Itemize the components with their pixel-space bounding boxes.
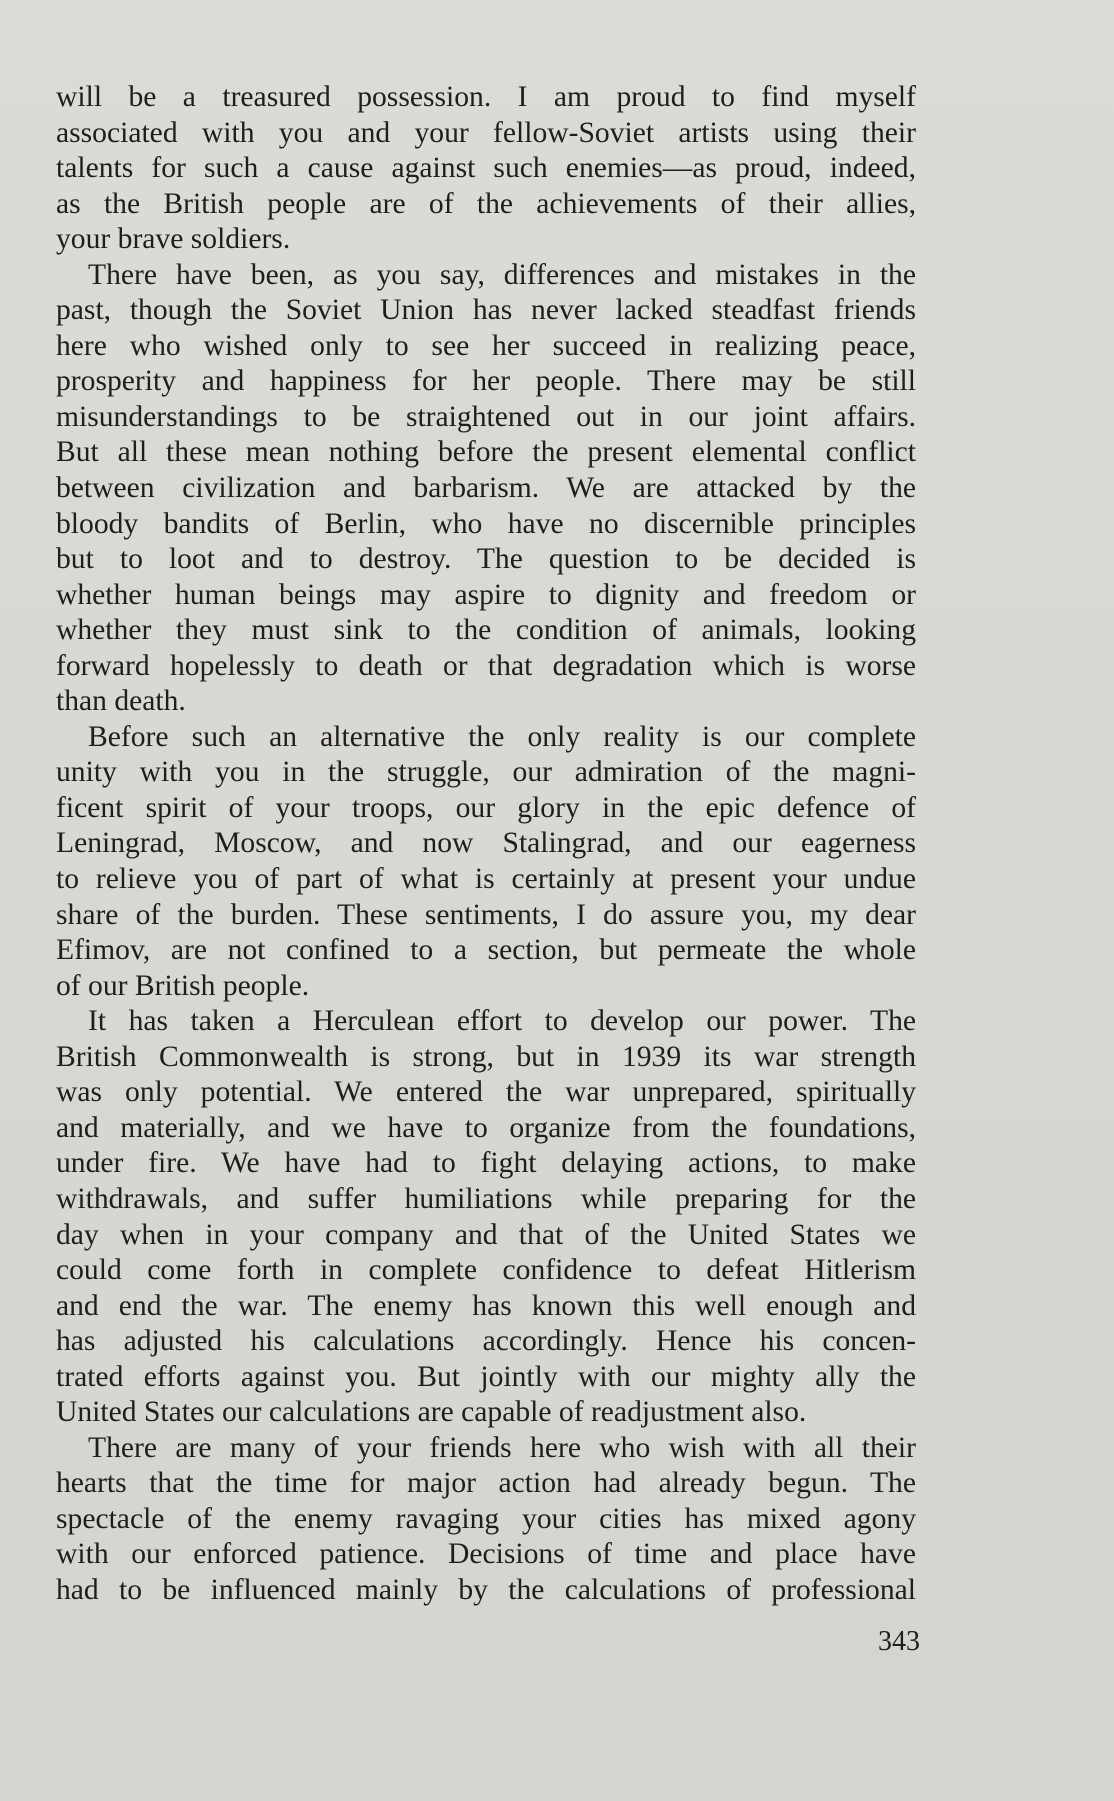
text-line: Leningrad, Moscow, and now Stalingrad, and our eagerness <box>56 827 916 860</box>
text-line: will be a treasured possession. I am proud to find myself <box>56 81 916 113</box>
page-number: 343 <box>878 1626 920 1657</box>
text-line: with our enforced patience. Decisions of time and place have <box>56 1538 916 1571</box>
paragraph <box>56 258 916 720</box>
body-text <box>56 80 916 1609</box>
text-line: under fire. We have had to fight delaying actions, to make <box>56 1147 916 1180</box>
text-line: withdrawals, and suffer humiliations while preparing for the <box>56 1182 916 1215</box>
text-line: whether they must sink to the condition of animals, looking <box>56 614 916 647</box>
text-line: British Commonwealth is strong, but in 1939 its war strength <box>56 1040 916 1073</box>
text-line: trated efforts against you. But jointly with our mighty ally the <box>56 1360 916 1393</box>
text-line: between civilization and barbarism. We are attacked by the <box>56 472 916 505</box>
paragraph <box>56 1431 916 1609</box>
text-line: Efimov, are not confined to a section, but permeate the whole <box>56 934 916 967</box>
text-line: whether human beings may aspire to dignity and freedom or <box>56 578 916 611</box>
text-line: your brave soldiers. <box>56 223 291 256</box>
text-line: day when in your company and that of the United States we <box>56 1218 916 1251</box>
text-line: forward hopelessly to death or that degradation which is worse <box>56 649 916 682</box>
text-line: could come forth in complete confidence to defeat Hitlerism <box>56 1254 916 1287</box>
text-line: There are many of your friends here who wish with all their <box>88 1431 916 1464</box>
text-line: past, though the Soviet Union has never lacked steadfast friends <box>56 294 916 327</box>
text-line: But all these mean nothing before the present elemental conflict <box>56 436 916 469</box>
text-line: prosperity and happiness for her people. There may be still <box>56 365 916 398</box>
text-line: here who wished only to see her succeed in realizing peace, <box>56 329 916 362</box>
text-line: spectacle of the enemy ravaging your cities has mixed agony <box>56 1502 916 1535</box>
paragraph <box>56 80 916 258</box>
text-line: and materially, and we have to organize from the foundations, <box>56 1111 916 1144</box>
text-line: hearts that the time for major action had already begun. The <box>56 1467 916 1500</box>
text-line: share of the burden. These sentiments, I do assure you, my dear <box>56 898 916 931</box>
text-line: There have been, as you say, differences and mistakes in the <box>88 258 916 291</box>
paragraph <box>56 1004 916 1431</box>
text-line: United States our calculations are capable of readjustment also. <box>56 1396 807 1429</box>
text-line: talents for such a cause against such enemies—as proud, indeed, <box>56 152 916 185</box>
text-line: than death. <box>56 685 186 718</box>
text-line: had to be influenced mainly by the calculations of professional <box>56 1573 916 1606</box>
text-line: and end the war. The enemy has known this well enough and <box>56 1289 916 1322</box>
text-line: has adjusted his calculations accordingly. Hence his concen- <box>56 1325 916 1358</box>
text-line: but to loot and to destroy. The question to be decided is <box>56 543 916 576</box>
text-line: misunderstandings to be straightened out in our joint affairs. <box>56 400 916 433</box>
text-line: It has taken a Herculean effort to develop our power. The <box>88 1005 916 1038</box>
text-line: as the British people are of the achievements of their allies, <box>56 187 916 220</box>
text-line: unity with you in the struggle, our admiration of the magni- <box>56 756 916 789</box>
text-line: was only potential. We entered the war unprepared, spiritually <box>56 1076 916 1109</box>
text-line: associated with you and your fellow-Soviet artists using their <box>56 116 916 149</box>
paragraph <box>56 720 916 1004</box>
text-line: ficent spirit of your troops, our glory in the epic defence of <box>56 791 916 824</box>
text-line: to relieve you of part of what is certainly at present your undue <box>56 863 916 896</box>
text-line: Before such an alternative the only reality is our complete <box>88 720 916 753</box>
text-line: of our British people. <box>56 969 310 1002</box>
text-line: bloody bandits of Berlin, who have no discernible principles <box>56 507 916 540</box>
